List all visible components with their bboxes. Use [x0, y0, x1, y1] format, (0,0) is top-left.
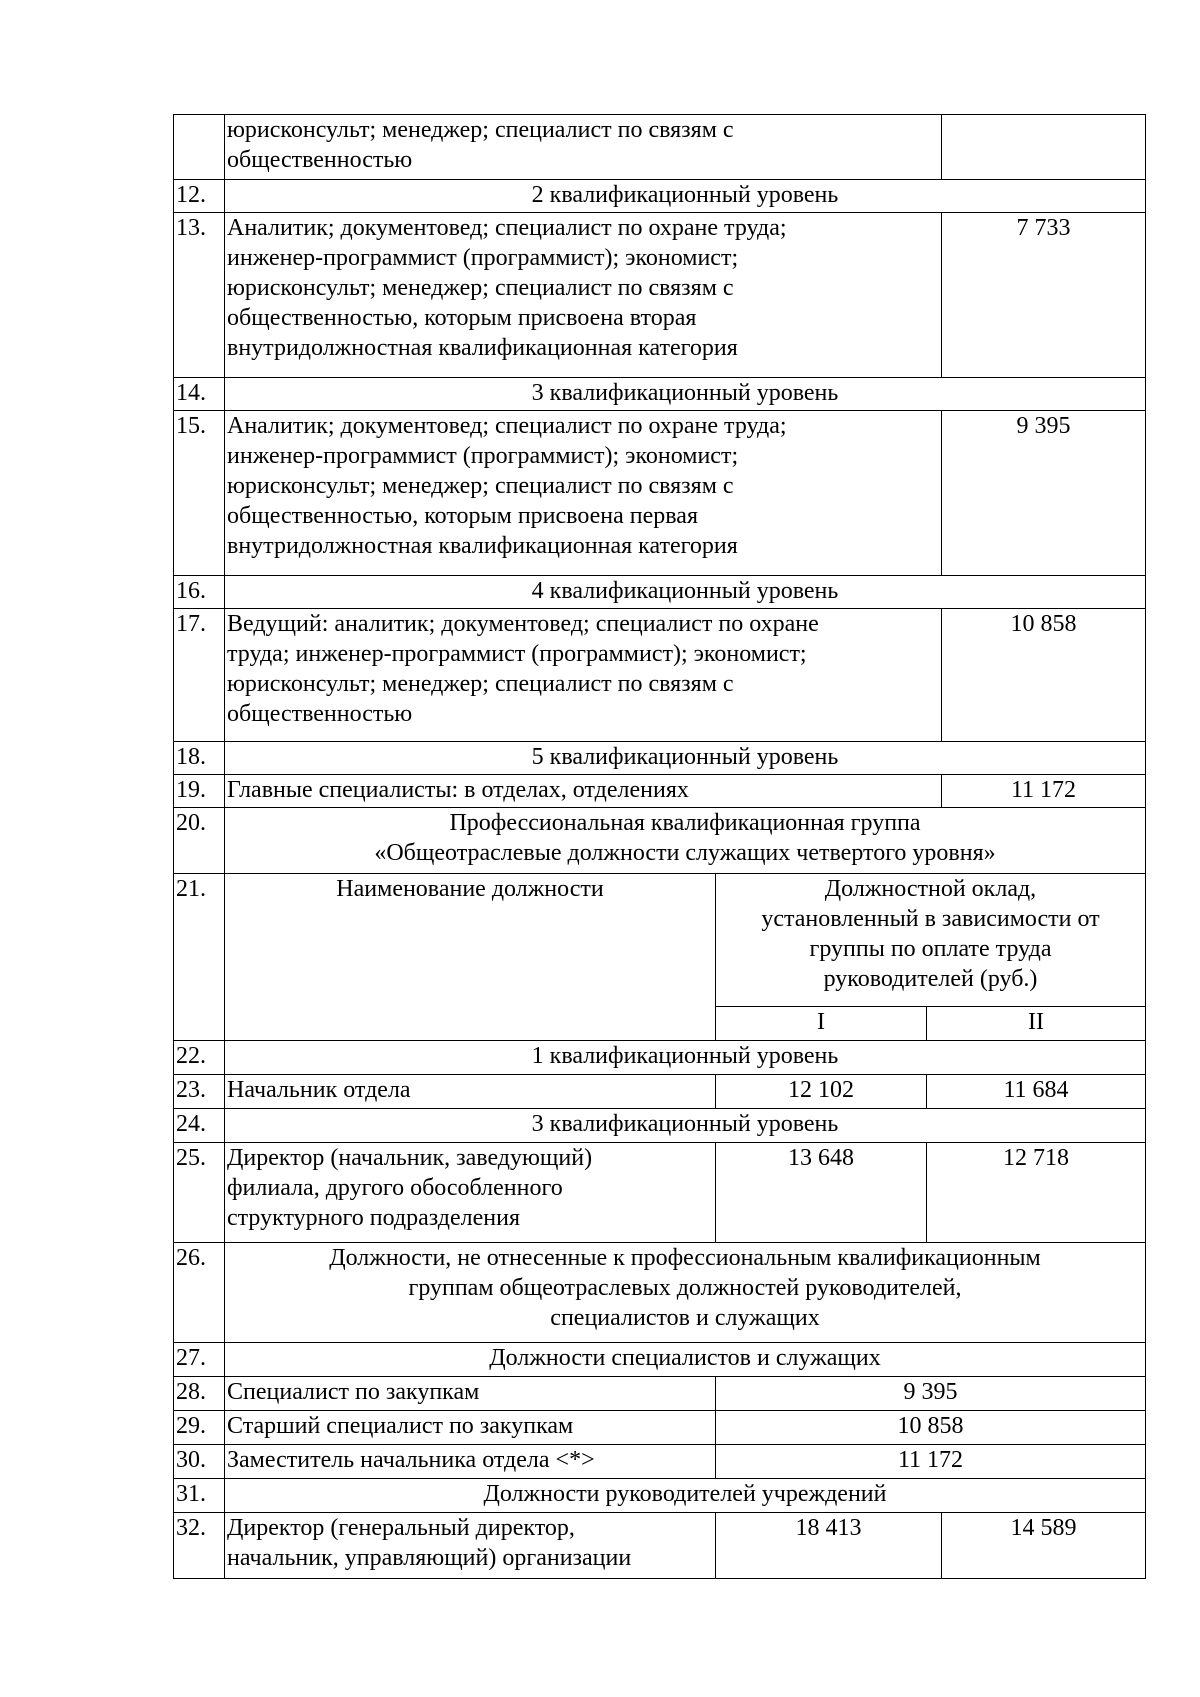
row-number: 16.: [174, 576, 225, 609]
row-number: 18.: [174, 742, 225, 775]
salary-table-page: [173, 114, 1146, 1579]
salary-table: [173, 114, 1146, 1579]
qualification-level-heading: 1 квалификационный уровень: [225, 1041, 1146, 1075]
table-row: [174, 808, 1146, 874]
salary-value: 11 172: [716, 1445, 1146, 1479]
position-name: Старший специалист по закупкам: [225, 1411, 716, 1445]
table-row: [174, 1445, 1146, 1479]
salary-value: 10 858: [942, 609, 1146, 742]
position-name: Директор (генеральный директор, начальник, управляющий) организации: [225, 1513, 716, 1579]
table-row: [174, 1075, 1146, 1109]
position-name: Главные специалисты: в отделах, отделениях: [225, 775, 942, 808]
table-row: [174, 1109, 1146, 1143]
row-number: 22.: [174, 1041, 225, 1075]
salary-value: 7 733: [942, 213, 1146, 378]
position-name: Специалист по закупкам: [225, 1377, 716, 1411]
row-number: 32.: [174, 1513, 225, 1579]
row-number: [174, 115, 225, 180]
qualification-level-heading: 5 квалификационный уровень: [225, 742, 1146, 775]
salary-value: [942, 115, 1146, 180]
row-number: 14.: [174, 378, 225, 411]
pay-group-i-header: I: [716, 1007, 927, 1041]
table-row: [174, 1343, 1146, 1377]
row-number: 19.: [174, 775, 225, 808]
table-row: [174, 1479, 1146, 1513]
pay-group-ii-header: II: [927, 1007, 1146, 1041]
row-number: 13.: [174, 213, 225, 378]
group-heading: Должности, не отнесенные к профессиональным квалификационным группам общеотраслевых должностей руководителей, специалистов и служащих: [225, 1243, 1146, 1343]
salary-value-group-i: 12 102: [716, 1075, 927, 1109]
table-row: [174, 180, 1146, 213]
row-number: 31.: [174, 1479, 225, 1513]
table-row: [174, 213, 1146, 378]
row-number: 24.: [174, 1109, 225, 1143]
table-row: [174, 1377, 1146, 1411]
salary-value-group-ii: 11 684: [927, 1075, 1146, 1109]
table-row: [174, 576, 1146, 609]
salary-value: 9 395: [942, 411, 1146, 576]
row-number: 21.: [174, 874, 225, 1041]
row-number: 26.: [174, 1243, 225, 1343]
row-number: 27.: [174, 1343, 225, 1377]
position-name: Директор (начальник, заведующий) филиала, другого обособленного структурного подразделения: [225, 1143, 716, 1243]
qualification-level-heading: 2 квалификационный уровень: [225, 180, 1146, 213]
row-number: 30.: [174, 1445, 225, 1479]
salary-value: 11 172: [942, 775, 1146, 808]
salary-value-group-i: 13 648: [716, 1143, 927, 1243]
section-heading: Должности специалистов и служащих: [225, 1343, 1146, 1377]
qualification-level-heading: 4 квалификационный уровень: [225, 576, 1146, 609]
table-row: [174, 115, 1146, 180]
table-row: [174, 411, 1146, 576]
section-heading: Должности руководителей учреждений: [225, 1479, 1146, 1513]
salary-header: Должностной оклад, установленный в зависимости от группы по оплате труда руководителей (руб.): [716, 874, 1146, 1007]
salary-value-group-i: 18 413: [716, 1513, 942, 1579]
qualification-level-heading: 3 квалификационный уровень: [225, 378, 1146, 411]
position-name: Начальник отдела: [225, 1075, 716, 1109]
table-row: [174, 1513, 1146, 1579]
salary-value: 9 395: [716, 1377, 1146, 1411]
table-row: [174, 1041, 1146, 1075]
row-number: 12.: [174, 180, 225, 213]
salary-value: 10 858: [716, 1411, 1146, 1445]
table-row: [174, 1143, 1146, 1243]
salary-value-group-ii: 12 718: [927, 1143, 1146, 1243]
table-row: [174, 1243, 1146, 1343]
table-row: [174, 1411, 1146, 1445]
table-row: [174, 378, 1146, 411]
row-number: 28.: [174, 1377, 225, 1411]
row-number: 17.: [174, 609, 225, 742]
table-row: [174, 874, 1146, 1007]
row-number: 15.: [174, 411, 225, 576]
row-number: 29.: [174, 1411, 225, 1445]
table-row: [174, 775, 1146, 808]
table-row: [174, 609, 1146, 742]
table-row: [174, 742, 1146, 775]
group-heading: Профессиональная квалификационная группа «Общеотраслевые должности служащих четвертого уровня»: [225, 808, 1146, 874]
position-name: Аналитик; документовед; специалист по охране труда; инженер-программист (программист); экономист; юрисконсульт; менеджер; специалист по связям с общественностью, которым присвоена первая внутридолжностная квалификационная категория: [225, 411, 942, 576]
row-number: 20.: [174, 808, 225, 874]
position-name: Аналитик; документовед; специалист по охране труда; инженер-программист (программист); экономист; юрисконсульт; менеджер; специалист по связям с общественностью, которым присвоена вторая внутридолжностная квалификационная категория: [225, 213, 942, 378]
salary-value-group-ii: 14 589: [942, 1513, 1146, 1579]
qualification-level-heading: 3 квалификационный уровень: [225, 1109, 1146, 1143]
position-name-header: Наименование должности: [225, 874, 716, 1041]
position-name: Заместитель начальника отдела <*>: [225, 1445, 716, 1479]
position-name: юрисконсульт; менеджер; специалист по связям с общественностью: [225, 115, 942, 180]
row-number: 23.: [174, 1075, 225, 1109]
row-number: 25.: [174, 1143, 225, 1243]
position-name: Ведущий: аналитик; документовед; специалист по охране труда; инженер-программист (программист); экономист; юрисконсульт; менеджер; специалист по связям с общественностью: [225, 609, 942, 742]
